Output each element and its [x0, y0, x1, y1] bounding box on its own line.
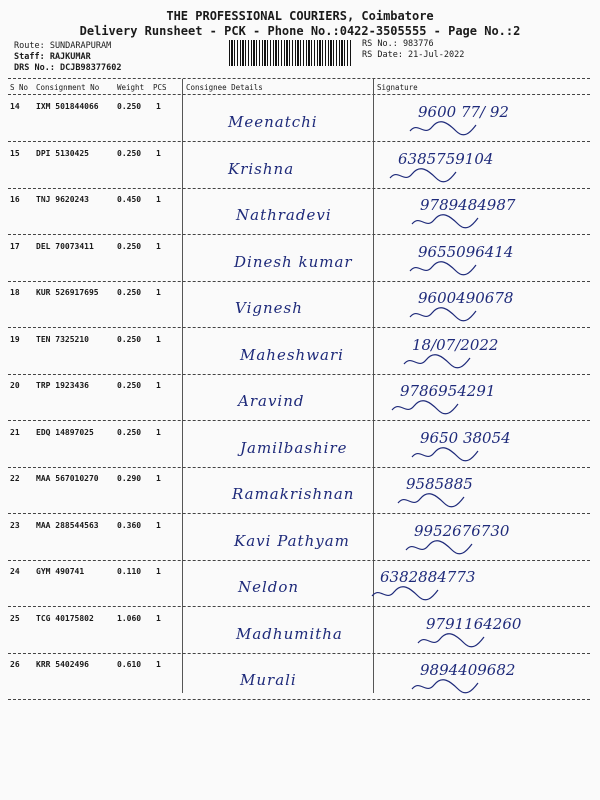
signature-scribble	[408, 259, 478, 279]
pieces-count: 1	[156, 613, 161, 623]
signature-scribble	[410, 677, 480, 697]
weight-value: 0.250	[117, 427, 142, 437]
consignee-name-handwritten: Jamilbashire	[240, 438, 348, 457]
signature-handwritten: 9952676730	[414, 521, 510, 540]
signature-handwritten: 9791164260	[426, 614, 522, 633]
serial-number: 14	[10, 102, 20, 111]
serial-number: 24	[10, 567, 20, 576]
col-header-weight: Weight	[117, 83, 145, 92]
table-row	[0, 560, 600, 607]
col-header-signature: Signature	[377, 83, 418, 92]
consignee-name-handwritten: Nathradevi	[236, 206, 332, 224]
consignment-number: DEL 70073411	[36, 241, 94, 251]
consignment-number: EDQ 14897025	[36, 427, 94, 437]
signature-scribble	[416, 631, 486, 651]
signature-handwritten: 6385759104	[398, 149, 494, 168]
signature-scribble	[410, 445, 480, 465]
serial-number: 21	[10, 427, 20, 437]
signature-handwritten: 9585885	[406, 475, 473, 493]
table-row	[0, 374, 600, 421]
serial-number: 18	[10, 288, 20, 297]
table-row	[0, 142, 600, 189]
signature-scribble	[408, 119, 478, 139]
table-row	[0, 95, 600, 142]
signature-scribble	[390, 398, 460, 418]
signature-handwritten: 9655096414	[418, 242, 514, 261]
signature-handwritten: 9650 38054	[420, 428, 511, 447]
signature-scribble	[404, 538, 474, 558]
consignee-name-handwritten: Kavi Pathyam	[234, 531, 350, 550]
consignment-number: DPI 5130425	[36, 148, 89, 158]
serial-number: 16	[10, 195, 20, 204]
route-label: Route: SUNDARAPURAM	[14, 41, 112, 51]
consignment-number: TNJ 9620243	[36, 195, 89, 204]
pieces-count: 1	[156, 102, 161, 111]
header-top-rule	[8, 78, 590, 79]
signature-scribble	[388, 166, 458, 186]
consignment-number: IXM 501844066	[36, 102, 99, 111]
barcode-image	[229, 40, 351, 66]
weight-value: 0.250	[117, 241, 142, 251]
signature-scribble	[408, 305, 478, 325]
serial-number: 23	[10, 520, 20, 530]
consignment-number: GYM 490741	[36, 567, 85, 576]
company-title: THE PROFESSIONAL COURIERS, Coimbatore	[166, 9, 434, 23]
consignee-name-handwritten: Ramakrishnan	[232, 485, 355, 503]
table-row	[0, 235, 600, 282]
rs-number: RS No.: 983776	[362, 39, 434, 49]
pieces-count: 1	[156, 195, 161, 204]
table-row	[0, 281, 600, 328]
signature-handwritten: 9600 77/ 92	[418, 103, 509, 121]
weight-value: 1.060	[117, 613, 142, 623]
col-header-pcs: PCS	[153, 83, 167, 92]
signature-scribble	[370, 584, 440, 604]
drs-number: DRS No.: DCJB98377602	[14, 63, 122, 73]
consignee-name-handwritten: Murali	[240, 671, 297, 689]
signature-handwritten: 9789484987	[420, 196, 516, 214]
staff-label: Staff: RAJKUMAR	[14, 52, 91, 62]
consignee-name-handwritten: Krishna	[228, 159, 295, 178]
weight-value: 0.610	[117, 660, 142, 669]
pieces-count: 1	[156, 148, 161, 158]
consignment-number: TEN 7325210	[36, 334, 89, 344]
consignee-name-handwritten: Madhumitha	[236, 624, 343, 643]
signature-handwritten: 9894409682	[420, 661, 516, 679]
consignee-name-handwritten: Dinesh kumar	[234, 252, 353, 271]
runsheet-subtitle: Delivery Runsheet - PCK - Phone No.:0422-3505555 - Page No.:2	[79, 24, 521, 38]
signature-scribble	[402, 352, 472, 372]
signature-handwritten: 6382884773	[380, 568, 476, 586]
weight-value: 0.250	[117, 334, 142, 344]
consignee-name-handwritten: Vignesh	[235, 299, 303, 317]
col-header-consignment: Consignment No	[36, 83, 100, 92]
col-header-sno: S No	[10, 83, 29, 92]
rs-date: RS Date: 21-Jul-2022	[362, 50, 465, 60]
pieces-count: 1	[156, 474, 161, 483]
weight-value: 0.290	[117, 474, 142, 483]
table-row	[0, 421, 600, 468]
col-header-details: Consignee Details	[186, 83, 263, 92]
serial-number: 25	[10, 613, 20, 623]
signature-handwritten: 18/07/2022	[412, 335, 499, 354]
serial-number: 17	[10, 241, 20, 251]
pieces-count: 1	[156, 520, 161, 530]
pieces-count: 1	[156, 288, 161, 297]
signature-handwritten: 9786954291	[400, 382, 496, 400]
consignee-name-handwritten: Neldon	[238, 578, 300, 596]
weight-value: 0.250	[117, 148, 142, 158]
signature-scribble	[410, 212, 480, 232]
weight-value: 0.360	[117, 520, 142, 530]
weight-value: 0.250	[117, 102, 142, 111]
consignee-name-handwritten: Maheshwari	[240, 345, 344, 364]
table-row	[0, 467, 600, 514]
table-row	[0, 607, 600, 654]
table-row	[0, 328, 600, 375]
weight-value: 0.110	[117, 567, 142, 576]
weight-value: 0.250	[117, 381, 142, 390]
table-row	[0, 514, 600, 561]
signature-handwritten: 9600490678	[418, 289, 514, 307]
consignment-number: KUR 526917695	[36, 288, 99, 297]
serial-number: 20	[10, 381, 20, 390]
pieces-count: 1	[156, 660, 161, 669]
pieces-count: 1	[156, 567, 161, 576]
weight-value: 0.250	[117, 288, 142, 297]
consignment-number: TCG 40175802	[36, 613, 94, 623]
serial-number: 19	[10, 334, 20, 344]
consignment-number: KRR 5402496	[36, 660, 89, 669]
consignee-name-handwritten: Meenatchi	[228, 113, 318, 131]
consignment-number: TRP 1923436	[36, 381, 89, 390]
consignee-name-handwritten: Aravind	[238, 392, 305, 410]
pieces-count: 1	[156, 241, 161, 251]
consignment-number: MAA 567010270	[36, 474, 99, 483]
row-separator	[8, 699, 590, 700]
serial-number: 22	[10, 474, 20, 483]
pieces-count: 1	[156, 334, 161, 344]
serial-number: 26	[10, 660, 20, 669]
weight-value: 0.450	[117, 195, 142, 204]
signature-scribble	[396, 491, 466, 511]
table-row	[0, 653, 600, 700]
consignment-number: MAA 288544563	[36, 520, 99, 530]
pieces-count: 1	[156, 427, 161, 437]
table-row	[0, 188, 600, 235]
pieces-count: 1	[156, 381, 161, 390]
serial-number: 15	[10, 148, 20, 158]
